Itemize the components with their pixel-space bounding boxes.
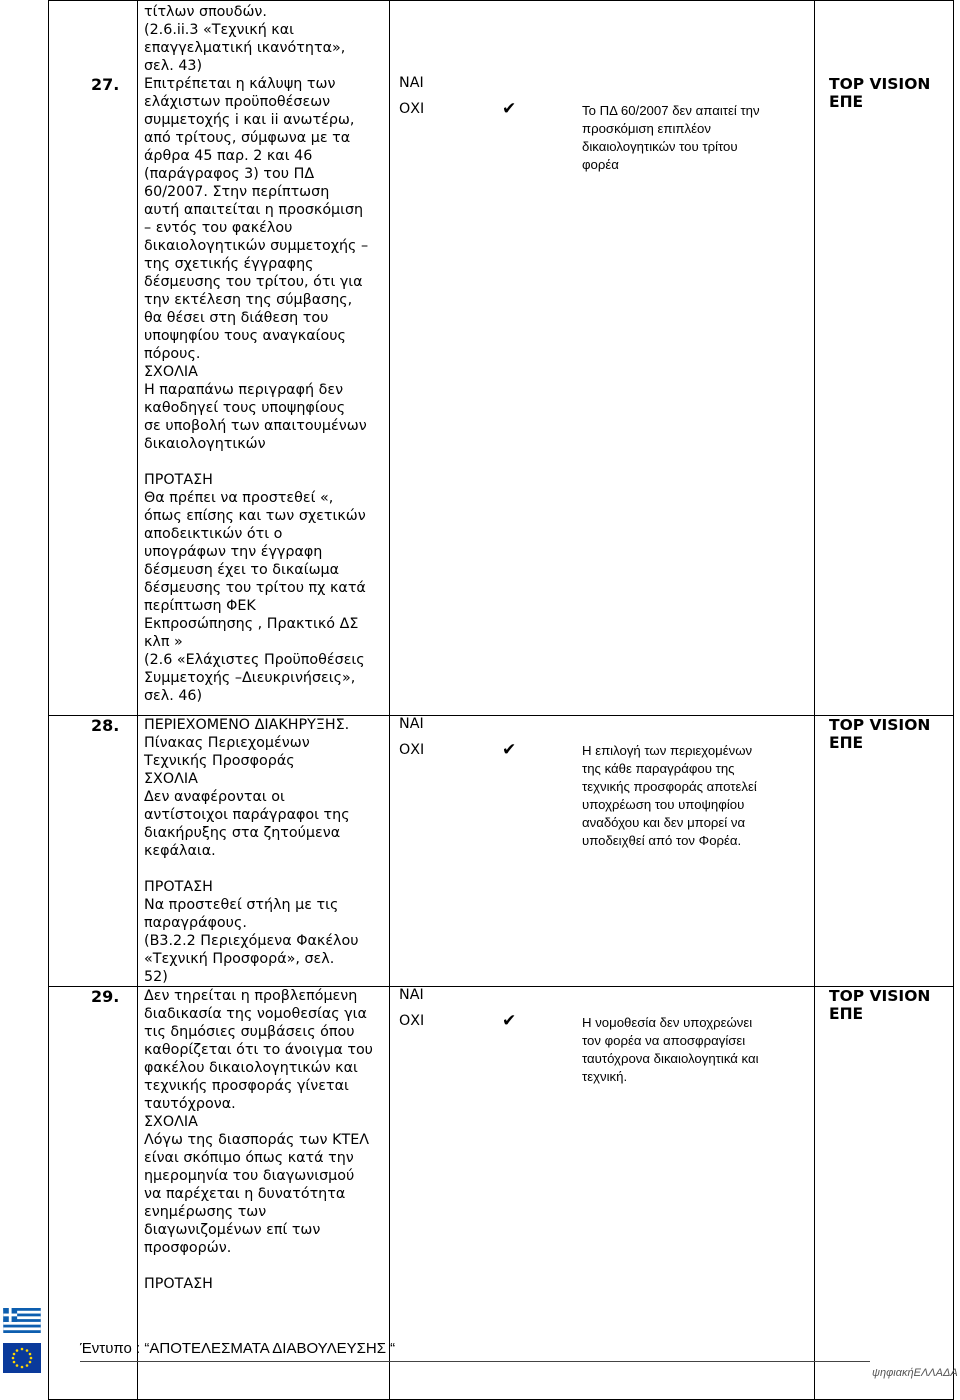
description-line: κεφάλαια. xyxy=(144,842,216,859)
comment-line: Το ΠΔ 60/2007 δεν απαιτεί την xyxy=(582,103,760,118)
answer-no-label: ΟΧΙ xyxy=(399,101,425,117)
row-number-cell xyxy=(49,1,138,76)
description-line: διαγωνιζομένων επί των xyxy=(144,1221,321,1238)
description-line: Να προστεθεί στήλη με τις xyxy=(144,896,339,913)
description-line: υπογράφων την έγγραφη xyxy=(144,544,323,560)
description-line: ΠΡΟΤΑΣΗ xyxy=(144,1275,213,1292)
comment-line: υποδειχθεί από τον Φορέα. xyxy=(582,832,742,848)
spacer xyxy=(144,453,389,471)
description-line: δέσμευσης του τρίτου, ότι για xyxy=(144,274,363,290)
description-line: Λόγω της διασποράς των ΚΤΕΛ xyxy=(144,1131,370,1148)
description-line: διακήρυξης στα ζητούμενα xyxy=(144,824,341,841)
eu-flag-icon xyxy=(3,1343,41,1373)
comment-line: τεχνικής προσφοράς αποτελεί xyxy=(582,778,757,794)
description-line: δέσμευση έχει το δικαίωμα xyxy=(144,562,340,578)
comment-line: Η επιλογή των περιεχομένων xyxy=(582,742,753,758)
description-line: 52) xyxy=(144,968,168,985)
comment-line: της κάθε παραγράφου της xyxy=(582,760,735,776)
description-line: Επιτρέπεται η κάλυψη των xyxy=(144,76,336,92)
description-line: (2.6.ii.3 «Τεχνική και xyxy=(144,22,294,38)
description-line: υποψηφίου τους αναγκαίους xyxy=(144,328,346,344)
answer-cell xyxy=(390,1,815,76)
description-line: όπως επίσης και των σχετικών xyxy=(144,508,366,524)
organization-cell xyxy=(815,715,954,986)
description-line: αυτή απαιτείται η προσκόμιση xyxy=(144,202,364,218)
organization-cell xyxy=(815,1,954,76)
response-comment xyxy=(582,102,802,174)
description-line: ΣΧΟΛΙΑ xyxy=(144,770,198,787)
description-line: καθορίζεται ότι το άνοιγμα του xyxy=(144,1041,373,1058)
comment-line: τον φορέα να αποσφραγίσει xyxy=(582,1032,746,1048)
description-line: την εκτέλεση της σύμβασης, xyxy=(144,292,353,308)
row-number: 27. xyxy=(91,75,120,94)
table-row xyxy=(49,715,954,986)
description-line: τίτλων σπουδών. xyxy=(144,4,267,20)
organization-name: ΕΠΕ xyxy=(829,1004,864,1023)
answer-yes-label: ΝΑΙ xyxy=(399,715,424,732)
organization-name: ΕΠΕ xyxy=(829,93,864,111)
description-line: θα θέσει στη διάθεση του xyxy=(144,310,329,326)
spacer xyxy=(144,860,389,878)
description-line: Εκπροσώπησης , Πρακτικό ΔΣ xyxy=(144,616,359,632)
description-line: Δεν τηρείται η προβλεπόμενη xyxy=(144,987,358,1004)
description-line: άρθρα 45 παρ. 2 και 46 xyxy=(144,148,313,164)
answer-no-label: ΟΧΙ xyxy=(399,741,425,758)
description-line: Πίνακας Περιεχομένων xyxy=(144,734,310,751)
consultation-table xyxy=(48,0,954,1400)
description-line: σελ. 43) xyxy=(144,58,203,74)
description-line: παραγράφους. xyxy=(144,914,247,931)
description-line: φακέλου δικαιολογητικών και xyxy=(144,1059,358,1076)
description-line: τεχνικής προσφοράς γίνεται xyxy=(144,1077,349,1094)
organization-name: TOP VISION xyxy=(829,75,931,93)
comment-line: αναδόχου και δεν μπορεί να xyxy=(582,814,746,830)
row-number-cell xyxy=(49,75,138,715)
brand-logo: ψηφιακήΕΛΛΑΔΑ xyxy=(872,1367,958,1379)
description-line: ΣΧΟΛΙΑ xyxy=(144,364,198,380)
row-number: 28. xyxy=(91,715,120,735)
checkmark-icon: ✔ xyxy=(502,739,517,760)
comment-line: ταυτόχρονα δικαιολογητικά και xyxy=(582,1050,759,1066)
answer-yes-label: ΝΑΙ xyxy=(399,986,424,1003)
description-line: αποδεικτικών ότι ο xyxy=(144,526,283,542)
response-comment xyxy=(582,742,802,850)
checkmark-icon: ✔ xyxy=(502,99,517,119)
description-line: (Β3.2.2 Περιεχόμενα Φακέλου xyxy=(144,932,359,949)
description-line: Η παραπάνω περιγραφή δεν xyxy=(144,382,344,398)
comment-line: Η νομοθεσία δεν υποχρεώνει xyxy=(582,1014,753,1030)
table-row xyxy=(49,1,954,76)
description-line: κλπ » xyxy=(144,634,183,650)
description-line: Συμμετοχής –Διευκρινήσεις», xyxy=(144,670,356,686)
description-line: από τρίτους, σύμφωνα με τα xyxy=(144,130,351,146)
row-number-cell xyxy=(49,715,138,986)
description-line: δικαιολογητικών xyxy=(144,436,266,452)
description-line: ΠΡΟΤΑΣΗ xyxy=(144,472,213,488)
description-line: ελάχιστων προϋποθέσεων xyxy=(144,94,331,110)
comment-line: υποχρέωση του υποψηφίου xyxy=(582,796,745,812)
description-line: επαγγελματική ικανότητα», xyxy=(144,40,346,56)
description-line: προσφορών. xyxy=(144,1239,232,1256)
description-line: σελ. 46) xyxy=(144,688,203,704)
answer-cell xyxy=(390,75,815,715)
description-line: πόρους. xyxy=(144,346,201,362)
description-line: της σχετικής έγγραφης xyxy=(144,256,314,272)
description-line: περίπτωση ΦΕΚ xyxy=(144,598,256,614)
organization-name: TOP VISION xyxy=(829,986,931,1005)
description-line: συμμετοχής i και ii ανωτέρω, xyxy=(144,112,355,128)
description-line: ταυτόχρονα. xyxy=(144,1095,236,1112)
page-footer xyxy=(0,1305,960,1389)
spacer xyxy=(144,1257,389,1275)
description-line: (παράγραφος 3) του ΠΔ xyxy=(144,166,315,182)
description-line: «Τεχνική Προσφορά», σελ. xyxy=(144,950,335,967)
description-line: δικαιολογητικών συμμετοχής – xyxy=(144,238,369,254)
description-line: Δεν αναφέρονται οι xyxy=(144,788,285,805)
description-line: διαδικασία της νομοθεσίας για xyxy=(144,1005,367,1022)
description-cell xyxy=(138,715,390,986)
description-line: καθοδηγεί τους υποψηφίους xyxy=(144,400,346,416)
greek-flag-icon xyxy=(3,1308,41,1333)
organization-name: ΕΠΕ xyxy=(829,733,864,752)
description-line: δέσμευσης του τρίτου πχ κατά xyxy=(144,580,366,596)
form-label: Έντυπο : “ΑΠΟΤΕΛΕΣΜΑΤΑ ΔΙΑΒΟΥΛΕΥΣΗΣ “ xyxy=(80,1340,396,1357)
comment-line: προσκόμιση επιπλέον xyxy=(582,121,711,136)
description-line: ημερομηνία του διαγωνισμού xyxy=(144,1167,355,1184)
description-line: ΠΕΡΙΕΧΟΜΕΝΟ ΔΙΑΚΗΡΥΞΗΣ. xyxy=(144,716,350,733)
row-number: 29. xyxy=(91,986,120,1006)
description-line: (2.6 «Ελάχιστες Προϋποθέσεις xyxy=(144,652,365,668)
description-line: Θα πρέπει να προστεθεί «, xyxy=(144,490,334,506)
comment-line: τεχνική. xyxy=(582,1068,628,1084)
answer-no-label: ΟΧΙ xyxy=(399,1012,425,1029)
answer-cell xyxy=(390,715,815,986)
description-line: σε υποβολή των απαιτουμένων xyxy=(144,418,367,434)
description-line: Τεχνικής Προσφοράς xyxy=(144,752,295,769)
description-line: τις δημόσιες συμβάσεις όπου xyxy=(144,1023,355,1040)
description-line: αντίστοιχοι παράγραφοι της xyxy=(144,806,350,823)
description-line: ΠΡΟΤΑΣΗ xyxy=(144,878,213,895)
answer-yes-label: ΝΑΙ xyxy=(399,75,424,91)
description-cell xyxy=(138,1,390,76)
organization-name: TOP VISION xyxy=(829,715,931,734)
description-cell xyxy=(138,75,390,715)
organization-cell xyxy=(815,75,954,715)
checkmark-icon: ✔ xyxy=(502,1010,517,1031)
description-line: – εντός του φακέλου xyxy=(144,220,293,236)
comment-line: δικαιολογητικών του τρίτου xyxy=(582,139,738,154)
description-line: είναι σκόπιμο όπως κατά την xyxy=(144,1149,354,1166)
footer-divider xyxy=(80,1361,870,1362)
comment-line: φορέα xyxy=(582,157,619,172)
description-line: ενημέρωσης των xyxy=(144,1203,267,1220)
response-comment xyxy=(582,1014,802,1086)
description-line: 60/2007. Στην περίπτωση xyxy=(144,184,330,200)
table-row xyxy=(49,75,954,715)
description-line: ΣΧΟΛΙΑ xyxy=(144,1113,198,1130)
description-line: να παρέχεται η δυνατότητα xyxy=(144,1185,346,1202)
